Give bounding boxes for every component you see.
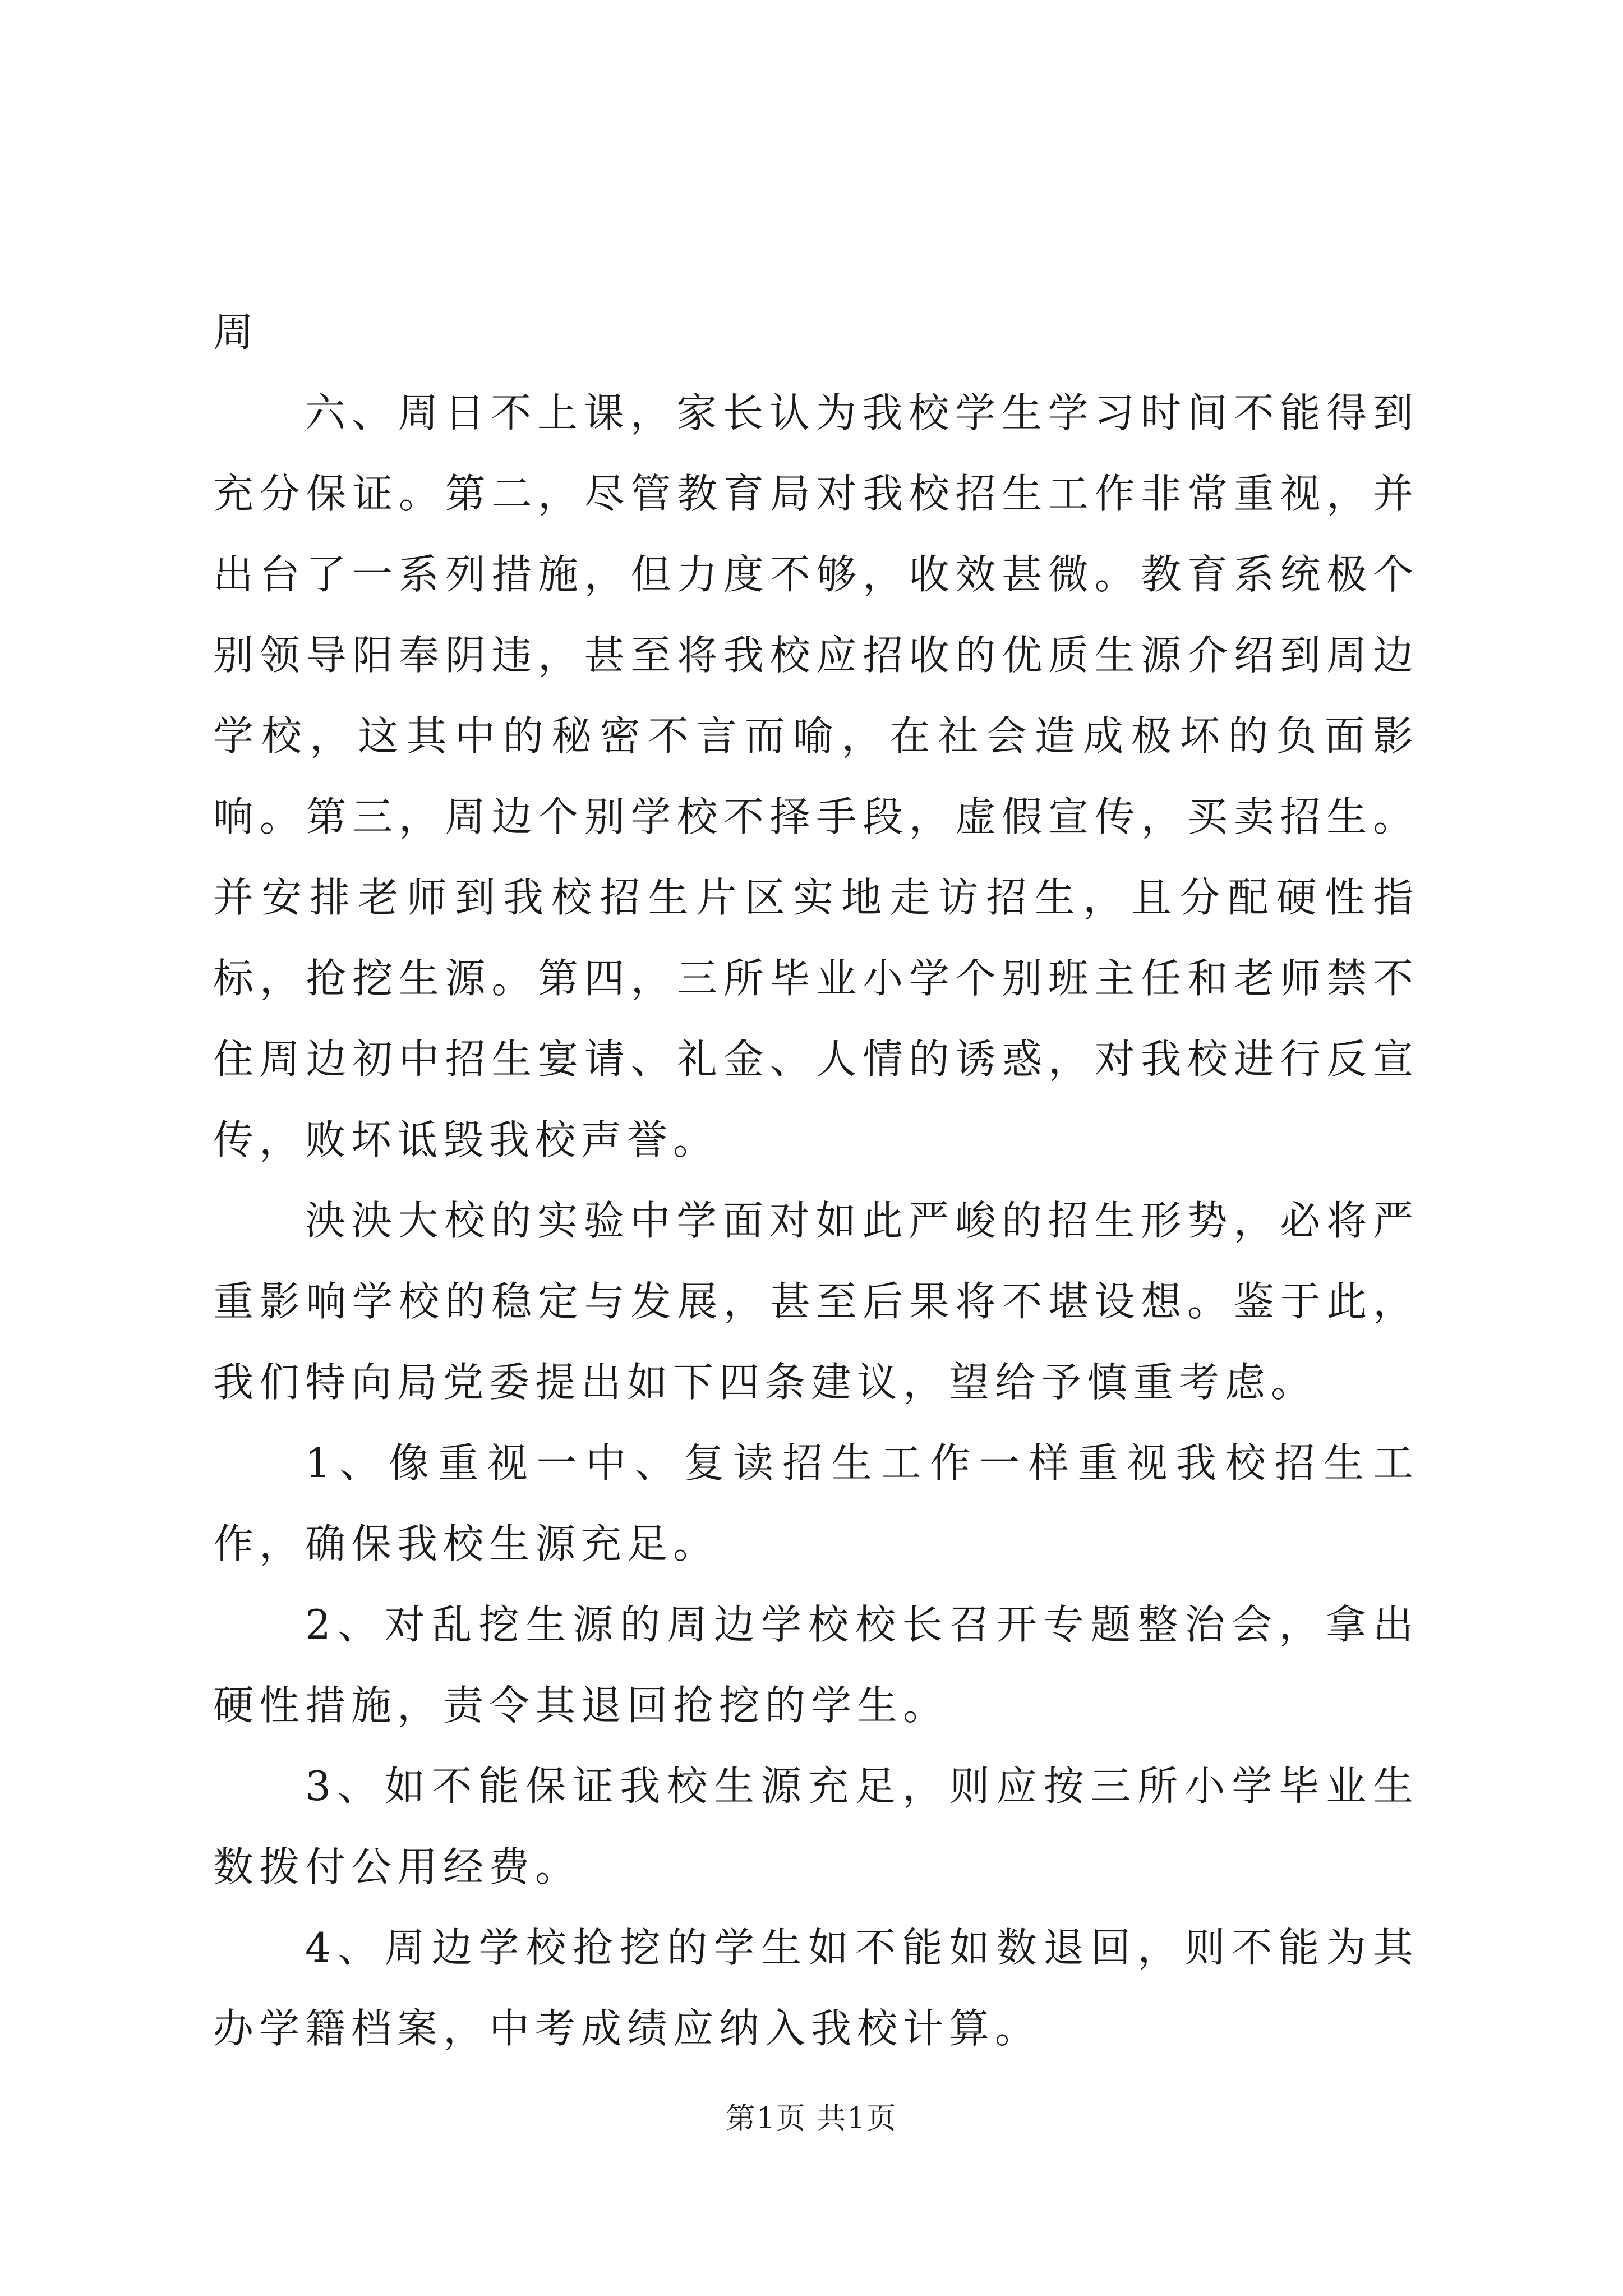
suggestion-item-4: 4、周边学校抢挖的学生如不能如数退回，则不能为其办学籍档案，中考成绩应纳入我校计算。 [213,1924,1419,2052]
suggestion-item-3: 3、如不能保证我校生源充足，则应按三所小学毕业生数拨付公用经费。 [213,1763,1419,1890]
document-body [213,292,1419,2069]
suggestion-item-1: 1、像重视一中、复读招生工作一样重视我校招生工作，确保我校生源充足。 [213,1439,1419,1567]
paragraph-recruitment-issues: 六、周日不上课，家长认为我校学生学习时间不能得到充分保证。第二，尽管教育局对我校招生工作非常重视，并出台了一系列措施，但力度不够，收效甚微。教育系统极个别领导阳奉阴违，甚至将我校应招收的优质生源介绍到周边学校，这其中的秘密不言而喻，在社会造成极坏的负面影响。第三，周边个别学校不择手段，虚假宣传，买卖招生。并安排老师到我校招生片区实地走访招生，且分配硬性指标，抢挖生源。第四，三所毕业小学个别班主任和老师禁不住周边初中招生宴请、礼金、人情的诱惑，对我校进行反宣传，败坏诋毁我校声誉。 [213,389,1419,1163]
suggestion-item-2: 2、对乱挖生源的周边学校校长召开专题整治会，拿出硬性措施，责令其退回抢挖的学生。 [213,1601,1419,1729]
page-number-footer: 第1页 共1页 [726,2102,897,2136]
paragraph-proposal-intro: 泱泱大校的实验中学面对如此严峻的招生形势，必将严重影响学校的稳定与发展，甚至后果将不堪设想。鉴于此，我们特向局党委提出如下四条建议，望给予慎重考虑。 [213,1197,1419,1406]
paragraph-fragment: 周 [213,309,260,356]
